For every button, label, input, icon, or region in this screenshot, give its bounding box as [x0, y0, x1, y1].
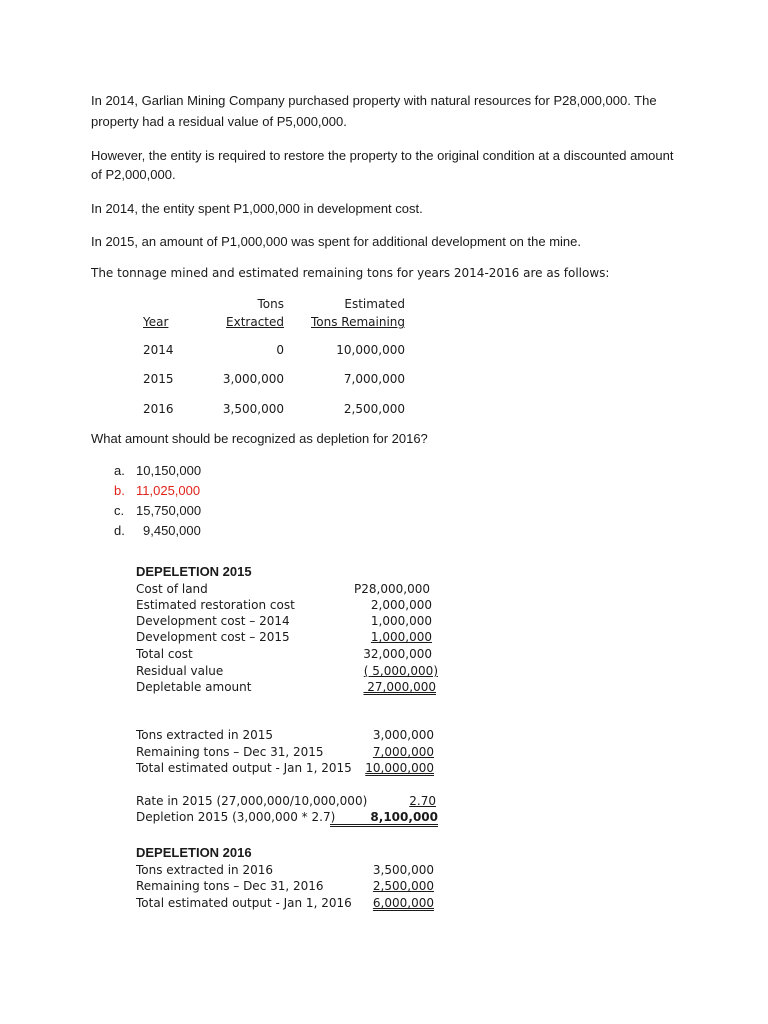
depletion-2015-label: Depletion 2015 (3,000,000 * 2.7) [136, 810, 336, 824]
table-row-extracted: 0 [276, 343, 284, 357]
choice-letter-answer: b. [114, 483, 125, 498]
problem-paragraph-2-line-2: of P2,000,000. [91, 167, 176, 182]
cost-row-label: Total cost [136, 647, 193, 661]
problem-paragraph-1-line-2: property had a residual value of P5,000,000. [91, 114, 347, 129]
rate-value: 2.70 [409, 794, 436, 808]
header-tons-remaining: Tons Remaining [310, 315, 405, 329]
problem-paragraph-5: The tonnage mined and estimated remaining tons for years 2014-2016 are as follows: [91, 266, 610, 280]
tons-row-value: 6,000,000 [372, 896, 434, 910]
cost-row-value: ( 5,000,000) [363, 664, 438, 678]
table-row-year: 2015 [143, 372, 174, 386]
choice-letter: d. [114, 523, 125, 538]
tons-row-label: Total estimated output - Jan 1, 2016 [136, 896, 352, 910]
cost-row-label: Estimated restoration cost [136, 598, 295, 612]
question: What amount should be recognized as depletion for 2016? [91, 431, 428, 446]
tons-row-value: 7,000,000 [372, 745, 434, 759]
table-row-remaining: 2,500,000 [343, 402, 405, 416]
tons-row-label: Tons extracted in 2015 [136, 728, 273, 742]
table-row-year: 2016 [143, 402, 174, 416]
cost-row-label: Depletable amount [136, 680, 252, 694]
depletion-2015-title: DEPELETION 2015 [136, 564, 252, 579]
cost-row-value: 1,000,000 [370, 630, 432, 644]
table-row-remaining: 10,000,000 [336, 343, 405, 357]
table-row-extracted: 3,000,000 [222, 372, 284, 386]
problem-paragraph-3: In 2014, the entity spent P1,000,000 in development cost. [91, 201, 423, 216]
header-tons-top: Tons [257, 297, 284, 311]
cost-row-value: 1,000,000 [370, 614, 432, 628]
cost-row-label: Development cost – 2015 [136, 630, 290, 644]
problem-paragraph-2-line-1: However, the entity is required to restore the property to the original condition at a discounted amount [91, 148, 674, 163]
problem-paragraph-1-line-1: In 2014, Garlian Mining Company purchased property with natural resources for P28,000,000. The [91, 93, 657, 108]
choice-letter: c. [114, 503, 125, 518]
cost-row-value: P28,000,000 [354, 582, 430, 596]
cost-row-value: 2,000,000 [370, 598, 432, 612]
tons-row-label: Tons extracted in 2016 [136, 863, 273, 877]
depletion-2016-title: DEPELETION 2016 [136, 845, 252, 860]
tons-row-label: Total estimated output - Jan 1, 2015 [136, 761, 352, 775]
tons-row-label: Remaining tons – Dec 31, 2015 [136, 745, 324, 759]
header-tons-extracted: Extracted [226, 315, 284, 329]
cost-row-value: 32,000,000 [363, 647, 432, 661]
tons-row-value: 2,500,000 [372, 879, 434, 893]
choice-value: 9,450,000 [143, 523, 201, 538]
cost-row-label: Development cost – 2014 [136, 614, 290, 628]
choice-value: 10,150,000 [136, 463, 202, 478]
choice-value-answer: 11,025,000 [136, 483, 201, 498]
table-row-year: 2014 [143, 343, 174, 357]
tons-row-label: Remaining tons – Dec 31, 2016 [136, 879, 324, 893]
tons-row-value: 3,000,000 [372, 728, 434, 742]
header-estimated-top: Estimated [344, 297, 405, 311]
depletion-2015-value: 8,100,000 [330, 810, 438, 827]
problem-paragraph-4: In 2015, an amount of P1,000,000 was spent for additional development on the mine. [91, 234, 582, 249]
cost-row-value: 27,000,000 [363, 680, 436, 694]
choice-value: 15,750,000 [136, 503, 202, 518]
cost-row-label: Cost of land [136, 582, 208, 596]
table-row-remaining: 7,000,000 [343, 372, 405, 386]
tons-row-value: 10,000,000 [365, 761, 434, 775]
cost-row-label: Residual value [136, 664, 224, 678]
table-row-extracted: 3,500,000 [222, 402, 284, 416]
rate-label: Rate in 2015 (27,000,000/10,000,000) [136, 794, 368, 808]
header-year: Year [143, 315, 169, 329]
choice-letter: a. [114, 463, 125, 478]
tons-row-value: 3,500,000 [372, 863, 434, 877]
